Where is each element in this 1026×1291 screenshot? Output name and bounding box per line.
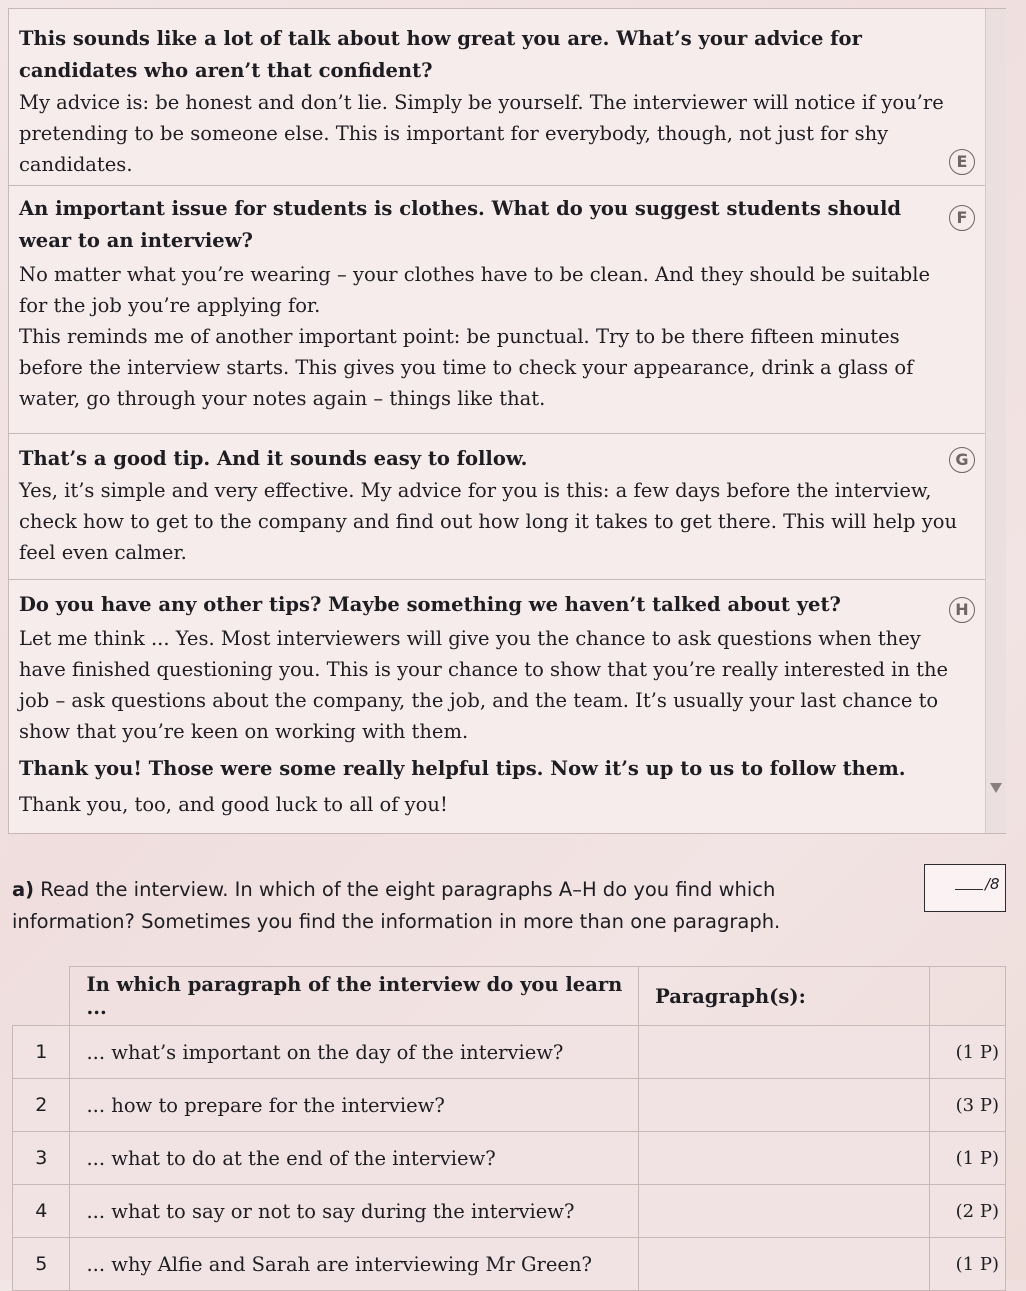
scroll-down-arrow-icon[interactable] <box>990 783 1002 793</box>
question-text: Thank you! Those were some really helpful tips. Now it’s up to us to follow them. <box>19 757 906 780</box>
question-table <box>12 966 1006 1291</box>
row-answer-field[interactable] <box>639 1238 930 1291</box>
row-number: 4 <box>13 1185 70 1238</box>
header-question: In which paragraph of the interview do you learn ... <box>70 967 639 1026</box>
answer-text: Let me think ... Yes. Most interviewers will give you the chance to ask questions when they have finished questioning you. This is your chance to show that you’re really interested in the job – ask questions about the company, the job, and the team. It’s usually your last chance to show that you’re keen on working with them. <box>19 627 949 743</box>
paragraph-f <box>19 193 959 414</box>
table-row <box>13 1026 1006 1079</box>
row-number: 1 <box>13 1026 70 1079</box>
answer-text: My advice is: be honest and don’t lie. Simply be yourself. The interviewer will notice if you’re pretending to be someone else. This is important for everybody, though, not just for shy candidates. <box>19 91 944 176</box>
paragraph-g <box>19 443 959 568</box>
task-label: a) <box>12 878 35 901</box>
row-points: (3 P) <box>929 1079 1005 1132</box>
question-text: That’s a good tip. And it sounds easy to follow. <box>19 447 528 470</box>
question-text: Do you have any other tips? Maybe something we haven’t talked about yet? <box>19 593 841 616</box>
row-question: ... why Alfie and Sarah are interviewing Mr Green? <box>70 1238 639 1291</box>
header-points <box>929 967 1005 1026</box>
answer-text: No matter what you’re wearing – your clothes have to be clean. And they should be suitable for the job you’re applying for. <box>19 263 931 317</box>
task-instruction <box>12 874 892 938</box>
divider <box>9 185 985 186</box>
divider <box>9 579 985 580</box>
row-question: ... what to say or not to say during the interview? <box>70 1185 639 1238</box>
question-text: An important issue for students is clothes. What do you suggest students should wear to an interview? <box>19 197 902 252</box>
table-row <box>13 1079 1006 1132</box>
paragraph-badge-e: E <box>949 149 975 175</box>
answer-text: Thank you, too, and good luck to all of you! <box>19 793 448 816</box>
paragraph-badge-g: G <box>949 447 975 473</box>
table-row <box>13 1185 1006 1238</box>
row-number: 5 <box>13 1238 70 1291</box>
row-points: (1 P) <box>929 1238 1005 1291</box>
row-answer-field[interactable] <box>639 1185 930 1238</box>
interview-text-box[interactable] <box>8 8 1006 834</box>
paragraph-badge-h: H <box>949 597 975 623</box>
question-text: This sounds like a lot of talk about how great you are. What’s your advice for candidates who aren’t that confident? <box>19 27 862 82</box>
score-blank[interactable] <box>955 889 983 890</box>
row-points: (1 P) <box>929 1026 1005 1079</box>
header-answer: Paragraph(s): <box>639 967 930 1026</box>
row-points: (2 P) <box>929 1185 1005 1238</box>
row-answer-field[interactable] <box>639 1026 930 1079</box>
answer-text: This reminds me of another important point: be punctual. Try to be there fifteen minutes before the interview starts. This gives you time to check your appearance, drink a glass of water, go through your notes again – things like that. <box>19 325 914 410</box>
score-total: /8 <box>985 875 1000 893</box>
row-points: (1 P) <box>929 1132 1005 1185</box>
table-row <box>13 1238 1006 1291</box>
row-answer-field[interactable] <box>639 1079 930 1132</box>
answer-text: Yes, it’s simple and very effective. My advice for you is this: a few days before the interview, check how to get to the company and find out how long it takes to get there. This will help you feel even calmer. <box>19 479 958 564</box>
paragraph-badge-f: F <box>949 205 975 231</box>
row-question: ... how to prepare for the interview? <box>70 1079 639 1132</box>
table-row <box>13 1132 1006 1185</box>
paragraph-e <box>19 23 959 180</box>
table-header-row <box>13 967 1006 1026</box>
header-empty <box>13 967 70 1026</box>
row-number: 3 <box>13 1132 70 1185</box>
row-question: ... what to do at the end of the interview? <box>70 1132 639 1185</box>
scrollbar[interactable] <box>985 9 1006 833</box>
row-answer-field[interactable] <box>639 1132 930 1185</box>
row-question: ... what’s important on the day of the interview? <box>70 1026 639 1079</box>
row-number: 2 <box>13 1079 70 1132</box>
task-text: Read the interview. In which of the eight paragraphs A–H do you find which information? Sometimes you find the information in more than one paragraph. <box>12 878 781 933</box>
paragraph-h <box>19 589 959 820</box>
score-box[interactable] <box>924 864 1006 912</box>
divider <box>9 433 985 434</box>
